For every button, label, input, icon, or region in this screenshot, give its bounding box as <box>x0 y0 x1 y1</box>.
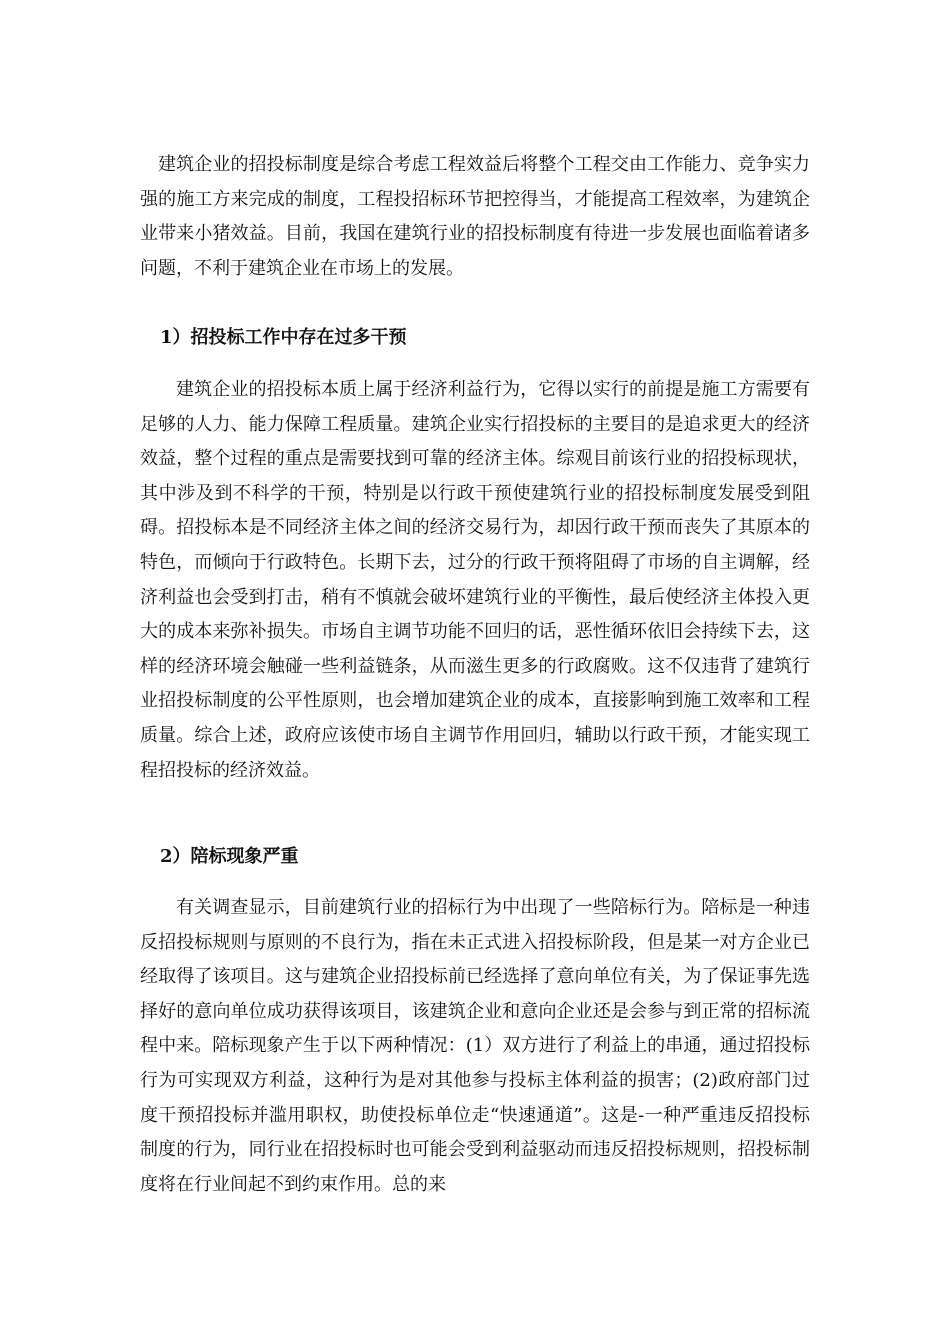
intro-paragraph: 建筑企业的招投标制度是综合考虑工程效益后将整个工程交由工作能力、竞争实力强的施工方来完成的制度，工程投招标环节把控得当，才能提高工程效率，为建筑企业带来小猪效益。目前，我国在建筑行业的招投标制度有待进一步发展也面临着诸多问题，不利于建筑企业在市场上的发展。 <box>140 154 810 279</box>
section-paragraph-2: 有关调查显示，目前建筑行业的招标行为中出现了一些陪标行为。陪标是一种违反招投标规则与原则的不良行为，指在未正式进入招投标阶段，但是某一对方企业已经取得了该项目。这与建筑企业招投标前已经选择了意向单位有关，为了保证事先选择好的意向单位成功获得该项目，该建筑企业和意向企业还是会参与到正常的招标流程中来。陪标现象产生于以下两种情况：(1）双方进行了利益上的串通，通过招投标行为可实现双方利益，这种行为是对其他参与投标主体利益的损害；(2)政府部门过度干预招投标并滥用职权，助使投标单位走“快速通道”。这是-一种严重违反招投标制度的行为，同行业在招投标时也可能会受到利益驱动而违反招投标规则，招投标制度将在行业间起不到约束作用。总的来 <box>140 897 810 1195</box>
section-heading-1: 1）招投标工作中存在过多干预 <box>160 327 407 348</box>
section-paragraph-1: 建筑企业的招投标本质上属于经济利益行为，它得以实行的前提是施工方需要有足够的人力、能力保障工程质量。建筑企业实行招投标的主要目的是追求更大的经济效益，整个过程的重点是需要找到可靠的经济主体。综观目前该行业的招投标现状，其中涉及到不科学的干预，特别是以行政干预使建筑行业的招投标制度发展受到阻碍。招投标本是不同经济主体之间的经济交易行为，却因行政干预而丧失了其原本的特色，而倾向于行政特色。长期下去，过分的行政干预将阻碍了市场的自主调解，经济利益也会受到打击，稍有不慎就会破坏建筑行业的平衡性，最后使经济主体投入更大的成本来弥补损失。市场自主调节功能不回归的话，恶性循环依旧会持续下去，这样的经济环境会触碰一些利益链条，从而滋生更多的行政腐败。这不仅违背了建筑行业招投标制度的公平性原则，也会增加建筑企业的成本，直接影响到施工效率和工程质量。综合上述，政府应该使市场自主调节作用回归，辅助以行政干预，才能实现工程招投标的经济效益。 <box>140 379 810 781</box>
section-heading-2: 2）陪标现象严重 <box>160 846 299 867</box>
